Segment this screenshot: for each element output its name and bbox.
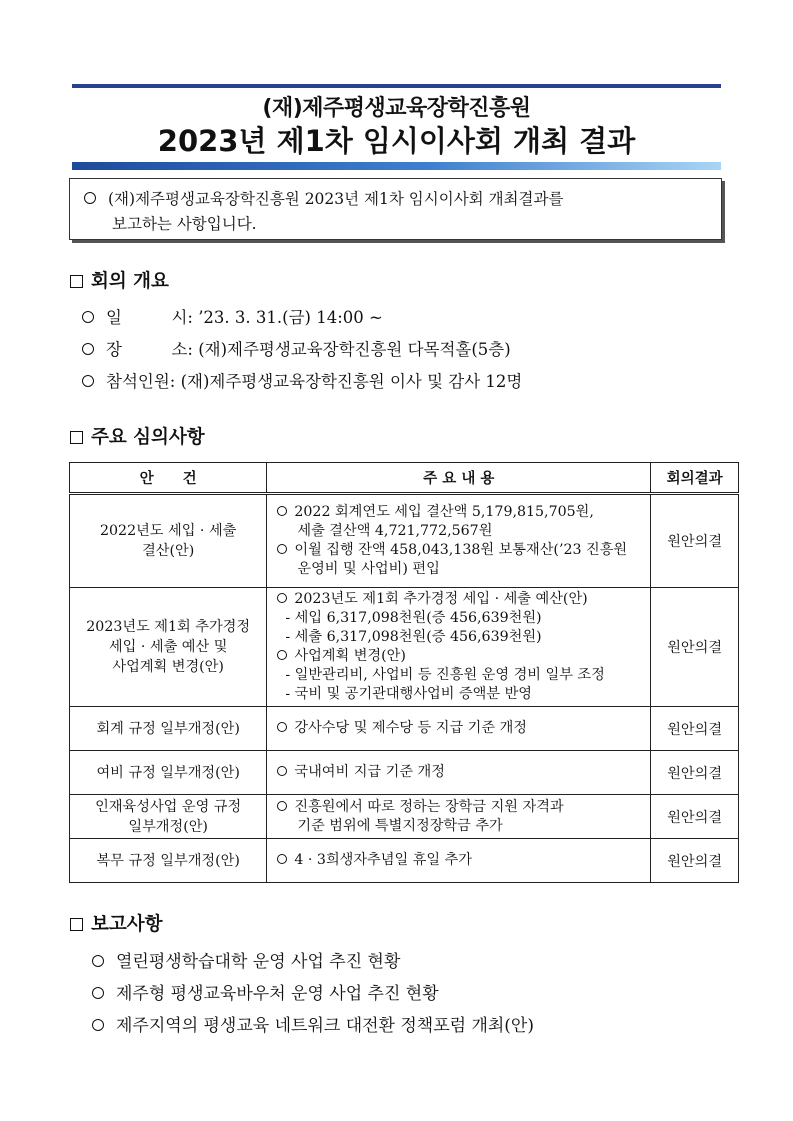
content-text: 2022 회계연도 세입 결산액 5,179,815,705원,	[294, 504, 594, 520]
content-bullet-line	[277, 851, 642, 870]
agenda-content-cell	[267, 839, 651, 883]
content-bullet-line	[277, 647, 642, 666]
report-item	[92, 982, 534, 1014]
agenda-row	[70, 588, 739, 707]
agenda-result-cell: 원안의결	[651, 751, 739, 795]
circle-bullet-icon	[277, 506, 287, 516]
content-text: 운영비 및 사업비) 편입	[297, 561, 440, 577]
overview-value: (재)제주평생교육장학진흥원 이사 및 감사 12명	[180, 372, 523, 391]
agenda-item-title-line: 사업계획 변경(안)	[112, 659, 224, 675]
column-header-content: 주 요 내 용	[267, 463, 651, 494]
overview-item	[82, 338, 522, 370]
agenda-content-cell	[267, 707, 651, 751]
agenda-item-title-line: 회계 규정 일부개정(안)	[96, 720, 240, 737]
content-continuation-line	[277, 522, 642, 541]
content-continuation-line	[277, 560, 642, 579]
content-text: 진흥원에서 따로 정하는 장학금 지원 자격과	[294, 798, 564, 815]
content-text: 이월 집행 잔액 458,043,138원 보통재산(’23 진흥원	[294, 542, 628, 558]
agenda-table	[69, 462, 739, 883]
agenda-body	[70, 494, 739, 883]
content-text: 국내여비 지급 기준 개정	[294, 764, 445, 780]
content-bullet-line	[277, 503, 642, 522]
main-title: 2023년 제1차 임시이사회 개최 결과	[157, 124, 636, 158]
content-dash-line	[277, 666, 642, 685]
circle-bullet-icon	[92, 955, 104, 967]
section-heading-reports	[70, 913, 162, 937]
agenda-result-cell: 원안의결	[651, 839, 739, 883]
org-title: (재)제주평생교육장학진흥원	[262, 96, 531, 121]
circle-bullet-icon	[277, 722, 287, 732]
agenda-item-cell	[70, 588, 267, 707]
agenda-heading: 주요 심의사항	[91, 427, 205, 448]
content-text: 기준 범위에 특별지정장학금 추가	[297, 817, 503, 834]
circle-bullet-icon	[277, 801, 287, 811]
report-item	[92, 950, 534, 982]
content-text: 2023년도 제1회 추가경정 세입 · 세출 예산(안)	[294, 591, 588, 607]
agenda-item-cell	[70, 494, 267, 588]
content-dash-line	[277, 628, 642, 647]
circle-bullet-icon	[277, 650, 287, 660]
agenda-item-title-line: 복무 규정 일부개정(안)	[96, 852, 240, 869]
content-bullet-line	[277, 541, 642, 560]
summary-text-2: 보고하는 사항입니다.	[112, 215, 257, 233]
agenda-content-cell	[267, 751, 651, 795]
agenda-item-cell	[70, 839, 267, 883]
agenda-content-cell	[267, 588, 651, 707]
agenda-item-cell	[70, 707, 267, 751]
square-bullet-icon	[70, 431, 83, 444]
agenda-row	[70, 494, 739, 588]
agenda-row	[70, 751, 739, 795]
report-text: 제주형 평생교육바우처 운영 사업 추진 현황	[116, 984, 439, 1004]
content-continuation-line	[277, 817, 642, 836]
circle-bullet-icon	[277, 544, 287, 554]
content-text: - 국비 및 공기관대행사업비 증액분 반영	[285, 686, 532, 702]
circle-bullet-icon	[277, 766, 287, 776]
section-heading-agenda	[70, 426, 205, 450]
summary-text-1: (재)제주평생교육장학진흥원 2023년 제1차 임시이사회 개최결과를	[108, 190, 564, 208]
agenda-item-cell	[70, 795, 267, 839]
column-header-result: 회의결과	[651, 463, 739, 494]
section-heading-overview	[70, 270, 169, 294]
agenda-row	[70, 707, 739, 751]
overview-heading: 회의 개요	[91, 271, 169, 292]
agenda-item-title-line: 2023년도 제1회 추가경정	[86, 619, 251, 635]
agenda-item-cell	[70, 751, 267, 795]
overview-list	[82, 306, 522, 402]
content-dash-line	[277, 685, 642, 704]
title-block	[72, 84, 721, 170]
circle-bullet-icon	[92, 987, 104, 999]
title-bottom-gradient-bar	[72, 162, 721, 170]
square-bullet-icon	[70, 275, 83, 288]
agenda-result-cell: 원안의결	[651, 494, 739, 588]
report-item	[92, 1014, 534, 1046]
agenda-row	[70, 839, 739, 883]
content-text: 4 · 3희생자추념일 휴일 추가	[294, 852, 473, 868]
summary-line-1	[84, 187, 711, 212]
agenda-item-title-line: 결산(안)	[142, 543, 195, 559]
report-text: 열린평생학습대학 운영 사업 추진 현황	[116, 952, 401, 972]
agenda-item-title-line: 2022년도 세입 · 세출	[99, 523, 237, 539]
circle-bullet-icon	[277, 854, 287, 864]
overview-item	[82, 370, 522, 402]
content-bullet-line	[277, 763, 642, 782]
title-top-rule	[72, 84, 721, 88]
agenda-row	[70, 795, 739, 839]
content-text: - 세출 6,317,098천원(증 456,639천원)	[285, 629, 542, 645]
circle-bullet-icon	[84, 192, 96, 204]
circle-bullet-icon	[277, 593, 287, 603]
content-text: 세출 결산액 4,721,772,567원	[297, 523, 493, 539]
report-text: 제주지역의 평생교육 네트워크 대전환 정책포럼 개최(안)	[116, 1016, 534, 1036]
agenda-result-cell: 원안의결	[651, 588, 739, 707]
agenda-header-row	[70, 463, 739, 494]
overview-label: 장 소:	[106, 340, 193, 359]
content-dash-line	[277, 609, 642, 628]
agenda-result-cell: 원안의결	[651, 795, 739, 839]
agenda-item-title-line: 인재육성사업 운영 규정	[95, 798, 242, 815]
circle-bullet-icon	[82, 343, 94, 355]
agenda-content-cell	[267, 795, 651, 839]
agenda-result-cell: 원안의결	[651, 707, 739, 751]
content-bullet-line	[277, 590, 642, 609]
content-text: - 세입 6,317,098천원(증 456,639천원)	[285, 610, 542, 626]
overview-label: 참석인원:	[106, 372, 176, 391]
overview-value: ’23. 3. 31.(금) 14:00 ~	[198, 308, 383, 327]
column-header-item: 안 건	[70, 463, 267, 494]
overview-value: (재)제주평생교육장학진흥원 다목적홀(5층)	[198, 340, 511, 359]
circle-bullet-icon	[92, 1019, 104, 1031]
overview-item	[82, 306, 522, 338]
overview-label: 일 시:	[106, 308, 193, 327]
content-text: 사업계획 변경(안)	[294, 648, 406, 664]
reports-heading: 보고사항	[91, 914, 163, 935]
square-bullet-icon	[70, 918, 83, 931]
summary-box	[69, 178, 722, 240]
agenda-content-cell	[267, 494, 651, 588]
agenda-item-title-line: 일부개정(안)	[128, 818, 208, 835]
circle-bullet-icon	[82, 375, 94, 387]
content-text: 강사수당 및 제수당 등 지급 기준 개정	[294, 720, 527, 736]
content-text: - 일반관리비, 사업비 등 진흥원 운영 경비 일부 조정	[285, 667, 605, 683]
agenda-item-title-line: 세입 · 세출 예산 및	[108, 639, 228, 655]
content-bullet-line	[277, 719, 642, 738]
content-bullet-line	[277, 798, 642, 817]
reports-list	[92, 950, 534, 1046]
agenda-item-title-line: 여비 규정 일부개정(안)	[96, 764, 240, 781]
circle-bullet-icon	[82, 311, 94, 323]
